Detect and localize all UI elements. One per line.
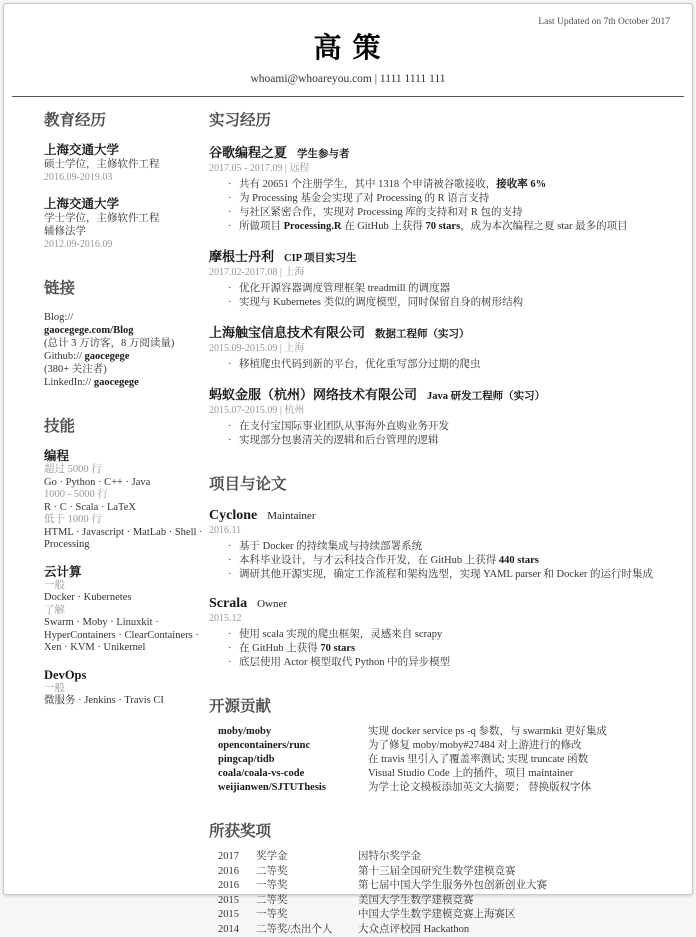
skill-list: R · C · Scala · LaTeX [44, 502, 207, 515]
bullet-item: · 所做项目 Processing.R 在 GitHub 上获得 70 stars，成为本次编程之夏 star 最多的项目 [239, 220, 662, 234]
skill-list: Swarm · Moby · Linuxkit · HyperContainers · ClearContainers · Xen · KVM · Unikernel [44, 617, 207, 655]
skill-group-title: 云计算 [44, 565, 207, 580]
project-role: Owner [257, 598, 287, 610]
section-education [44, 108, 207, 251]
role: CIP 项目实习生 [284, 253, 357, 264]
entry-date: 2017.02-2017.08 | 上海 [209, 267, 662, 279]
section-opensource [209, 694, 662, 795]
bullet-item: · 在 GitHub 上获得 70 stars [239, 642, 662, 656]
bullet-item: · 优化开源容器调度管理框架 treadmill 的调度器 [239, 282, 662, 296]
award-year: 2016 [218, 879, 256, 894]
company-name: 谷歌编程之夏 [209, 145, 287, 160]
award-desc: 大众点评校园 Hackathon [358, 923, 662, 937]
skill-level: 一般 [44, 683, 207, 696]
education-entry [44, 143, 207, 184]
left-column [44, 108, 207, 937]
skill-list: 微服务 · Jenkins · Travis CI [44, 695, 207, 708]
repo-name: moby/moby [218, 725, 368, 739]
linkedin-label: LinkedIn:// [44, 377, 91, 388]
bullet-item: · 实现部分包裹清关的逻辑和后台管理的逻辑 [239, 434, 662, 448]
skill-level: 超过 5000 行 [44, 464, 207, 477]
role: 学生参与者 [297, 149, 350, 160]
award-year: 2016 [218, 865, 256, 880]
education-heading: 教育经历 [44, 108, 207, 130]
bullet-item: · 本科毕业设计，与才云科技合作开发，在 GitHub 上获得 440 stars [239, 554, 662, 568]
school-name: 上海交通大学 [44, 197, 207, 212]
company-name: 上海触宝信息技术有限公司 [209, 325, 365, 340]
project-entry [209, 594, 662, 670]
internship-entry [209, 384, 662, 448]
section-internships [209, 108, 662, 448]
contact-line: whoami@whoareyou.com | 1111 1111 111 [4, 73, 692, 85]
last-updated: Last Updated on 7th October 2017 [538, 17, 670, 27]
skills-heading: 技能 [44, 414, 207, 436]
entry-header [209, 594, 662, 612]
internship-entry [209, 142, 662, 234]
section-projects [209, 472, 662, 670]
bullet-item: · 底层使用 Actor 模型取代 Python 中的异步模型 [239, 656, 662, 670]
company-name: 摩根士丹利 [209, 249, 274, 264]
section-awards [209, 819, 662, 937]
opensource-table [218, 725, 662, 795]
entry-header [209, 384, 662, 404]
school-name: 上海交通大学 [44, 143, 207, 158]
role: Java 研发工程师（实习） [427, 391, 545, 402]
github-line [44, 350, 207, 363]
award-desc: 美国大学生数学建模竞赛 [358, 894, 662, 909]
education-date: 2012.09-2016.09 [44, 238, 207, 251]
award-title: 一等奖 [256, 879, 358, 894]
right-column [209, 108, 662, 937]
award-desc: 第七届中国大学生服务外包创新创业大赛 [358, 879, 662, 894]
bullet-item: · 移植爬虫代码到新的平台，优化重写部分过期的爬虫 [239, 358, 662, 372]
github-link[interactable]: gaocegege [85, 351, 130, 362]
skill-list: HTML · Javascript · MatLab · Shell · Processing [44, 527, 207, 552]
entry-date: 2017.05 - 2017.09 | 远程 [209, 163, 662, 175]
degree: 学士学位，主修软件工程 [44, 212, 207, 225]
project-name: Scrala [209, 596, 247, 611]
entry-date: 2016.11 [209, 525, 662, 537]
skill-level: 一般 [44, 580, 207, 593]
degree: 硕士学位，主修软件工程 [44, 158, 207, 171]
award-title: 二等奖/杰出个人 [256, 923, 358, 937]
company-name: 蚂蚁金服（杭州）网络技术有限公司 [209, 387, 417, 402]
linkedin-link[interactable]: gaocegege [94, 377, 139, 388]
bullet-item: · 与社区紧密合作，实现对 Processing 库的支持和对 R 包的支持 [239, 206, 662, 220]
projects-heading: 项目与论文 [209, 472, 662, 494]
award-desc: 中国大学生数学建模竞赛上海赛区 [358, 908, 662, 923]
skill-level: 了解 [44, 605, 207, 618]
education-date: 2016.09-2019.03 [44, 171, 207, 184]
bullet-item: · 基于 Docker 的持续集成与持续部署系统 [239, 540, 662, 554]
links-body [44, 311, 207, 389]
bullet-list [209, 178, 662, 234]
skill-group-programming [44, 449, 207, 552]
columns [4, 97, 692, 937]
internships-heading: 实习经历 [209, 108, 662, 130]
project-name: Cyclone [209, 508, 257, 523]
bullet-item: · 共有 20651 个注册学生，其中 1318 个申请被谷歌接收，接收率 6% [239, 178, 662, 192]
project-entry [209, 506, 662, 582]
award-desc: 第十三届全国研究生数学建模竞赛 [358, 865, 662, 880]
entry-header [209, 322, 662, 342]
section-skills [44, 414, 207, 708]
github-note: (380+ 关注者) [44, 363, 207, 376]
opensource-heading: 开源贡献 [209, 694, 662, 716]
bullet-list [209, 540, 662, 582]
skill-group-title: DevOps [44, 668, 207, 683]
bullet-list [209, 282, 662, 310]
skill-list: Docker · Kubernetes [44, 592, 207, 605]
repo-name: coala/coala-vs-code [218, 767, 368, 781]
entry-header [209, 506, 662, 524]
repo-name: pingcap/tidb [218, 753, 368, 767]
award-year: 2015 [218, 908, 256, 923]
repo-desc: 为学士论文模板添加英文大摘要； 替换版权字体 [368, 781, 662, 795]
bullet-item: · 在支付宝国际事业团队从事海外直购业务开发 [239, 420, 662, 434]
role: 数据工程师（实习） [375, 329, 470, 340]
bullet-list [209, 420, 662, 448]
award-title: 一等奖 [256, 908, 358, 923]
linkedin-line [44, 376, 207, 389]
skill-group-cloud [44, 565, 207, 655]
skill-level: 低于 1000 行 [44, 514, 207, 527]
repo-name: opencontainers/runc [218, 739, 368, 753]
resume-page [3, 3, 693, 895]
awards-heading: 所获奖项 [209, 819, 662, 841]
award-year: 2015 [218, 894, 256, 909]
repo-desc: 实现 docker service ps -q 参数，与 swarmkit 更好集成 [368, 725, 662, 739]
entry-header [209, 142, 662, 162]
award-desc: 因特尔奖学金 [358, 850, 662, 865]
skill-level: 1000 - 5000 行 [44, 489, 207, 502]
minor: 辅修法学 [44, 225, 207, 238]
entry-date: 2015.07-2015.09 | 杭州 [209, 405, 662, 417]
award-title: 二等奖 [256, 894, 358, 909]
bullet-list [209, 358, 662, 372]
repo-desc: 为了修复 moby/moby#27484 对上游进行的修改 [368, 739, 662, 753]
award-title: 奖学金 [256, 850, 358, 865]
blog-label: Blog:// [44, 311, 207, 324]
section-links [44, 276, 207, 389]
education-entry [44, 197, 207, 251]
award-title: 二等奖 [256, 865, 358, 880]
repo-desc: 在 travis 里引入了覆盖率测试; 实现 truncate 函数 [368, 753, 662, 767]
award-year: 2017 [218, 850, 256, 865]
bullet-item: · 调研其他开源实现，确定工作流程和架构选型，实现 YAML parser 和 Docker 的运行时集成 [239, 568, 662, 582]
internship-entry [209, 246, 662, 310]
blog-link[interactable]: gaocegege.com/Blog [44, 324, 207, 337]
bullet-list [209, 628, 662, 670]
awards-table [218, 850, 662, 937]
blog-note: (总计 3 万访客，8 万阅读量) [44, 337, 207, 350]
skill-group-title: 编程 [44, 449, 207, 464]
bullet-item: · 为 Processing 基金会实现了对 Processing 的 R 语言支持 [239, 192, 662, 206]
entry-header [209, 246, 662, 266]
entry-date: 2015.09-2015.09 | 上海 [209, 343, 662, 355]
github-label: Github:// [44, 351, 82, 362]
links-heading: 链接 [44, 276, 207, 298]
bullet-item: · 使用 scala 实现的爬虫框架，灵感来自 scrapy [239, 628, 662, 642]
award-year: 2014 [218, 923, 256, 937]
bullet-item: · 实现与 Kubernetes 类似的调度模型，同时保留自身的树形结构 [239, 296, 662, 310]
skill-group-devops [44, 668, 207, 708]
repo-desc: Visual Studio Code 上的插件，项目 maintainer [368, 767, 662, 781]
repo-name: weijianwen/SJTUThesis [218, 781, 368, 795]
skill-list: Go · Python · C++ · Java [44, 477, 207, 490]
internship-entry [209, 322, 662, 372]
person-name: 高 策 [4, 26, 692, 66]
entry-date: 2015.12 [209, 613, 662, 625]
project-role: Maintainer [267, 510, 315, 522]
